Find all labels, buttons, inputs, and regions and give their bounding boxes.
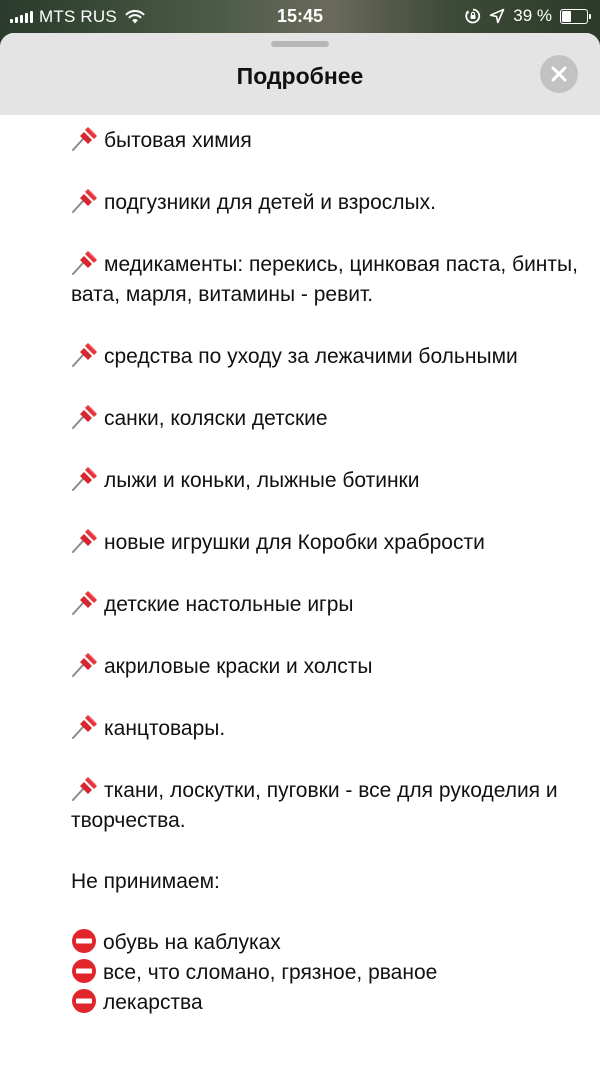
accepted-item [71, 249, 582, 310]
battery-percent: 39 % [513, 6, 552, 25]
pushpin-icon [71, 125, 101, 151]
accepted-item-text: детские настольные игры [104, 593, 354, 616]
not-accepted-item [71, 928, 582, 958]
status-bar [0, 0, 600, 34]
not-accepted-list [71, 928, 582, 1018]
pushpin-icon [71, 775, 101, 801]
pushpin-icon [71, 527, 101, 553]
not-accepted-item [71, 988, 582, 1018]
battery-fill [562, 11, 571, 22]
accepted-item [71, 527, 582, 558]
no-entry-icon [71, 928, 97, 954]
close-button[interactable] [540, 55, 578, 93]
not-accepted-heading: Не принимаем: [71, 870, 220, 893]
accepted-item [71, 341, 582, 372]
accepted-item [71, 465, 582, 496]
status-right [465, 6, 588, 26]
pushpin-icon [71, 651, 101, 677]
sheet-title: Подробнее [236, 63, 364, 89]
not-accepted-item-text: все, что сломано, грязное, рваное [103, 961, 438, 984]
accepted-item [71, 589, 582, 620]
accepted-item-text: подгузники для детей и взрослых. [104, 191, 436, 214]
not-accepted-item [71, 958, 582, 988]
rotation-lock-icon [465, 8, 481, 24]
no-entry-icon [71, 958, 97, 984]
accepted-item-text: средства по уходу за лежачими больными [104, 345, 518, 368]
accepted-list [71, 125, 582, 836]
details-sheet [0, 33, 600, 1066]
accepted-item [71, 713, 582, 744]
details-content [0, 125, 600, 1018]
pushpin-icon [71, 403, 101, 429]
carrier-name: MTS RUS [39, 7, 117, 26]
no-entry-icon [71, 988, 97, 1014]
pushpin-icon [71, 589, 101, 615]
battery-icon [560, 9, 588, 24]
pushpin-icon [71, 249, 101, 275]
accepted-item-text: санки, коляски детские [104, 407, 328, 430]
accepted-item-text: акриловые краски и холсты [104, 655, 373, 678]
not-accepted-item-text: обувь на каблуках [103, 931, 281, 954]
not-accepted-item-text: лекарства [103, 991, 203, 1014]
accepted-item-text: медикаменты: перекись, цинковая паста, бинты, вата, марля, витамины - ревит. [71, 253, 578, 306]
accepted-item-text: канцтовары. [104, 717, 226, 740]
location-arrow-icon [489, 8, 505, 24]
accepted-item [71, 403, 582, 434]
accepted-item [71, 651, 582, 682]
pushpin-icon [71, 465, 101, 491]
close-icon[interactable] [551, 66, 567, 82]
status-time: 15:45 [276, 6, 324, 26]
accepted-item [71, 125, 582, 156]
accepted-item-text: бытовая химия [104, 129, 252, 152]
accepted-item-text: лыжи и коньки, лыжные ботинки [104, 469, 420, 492]
pushpin-icon [71, 713, 101, 739]
accepted-item-text: ткани, лоскутки, пуговки - все для рукоделия и творчества. [71, 779, 558, 832]
accepted-item-text: новые игрушки для Коробки храбрости [104, 531, 485, 554]
pushpin-icon [71, 341, 101, 367]
pushpin-icon [71, 187, 101, 213]
accepted-item [71, 775, 582, 836]
accepted-item [71, 187, 582, 218]
sheet-header [0, 33, 600, 115]
sheet-grabber[interactable] [271, 41, 329, 47]
